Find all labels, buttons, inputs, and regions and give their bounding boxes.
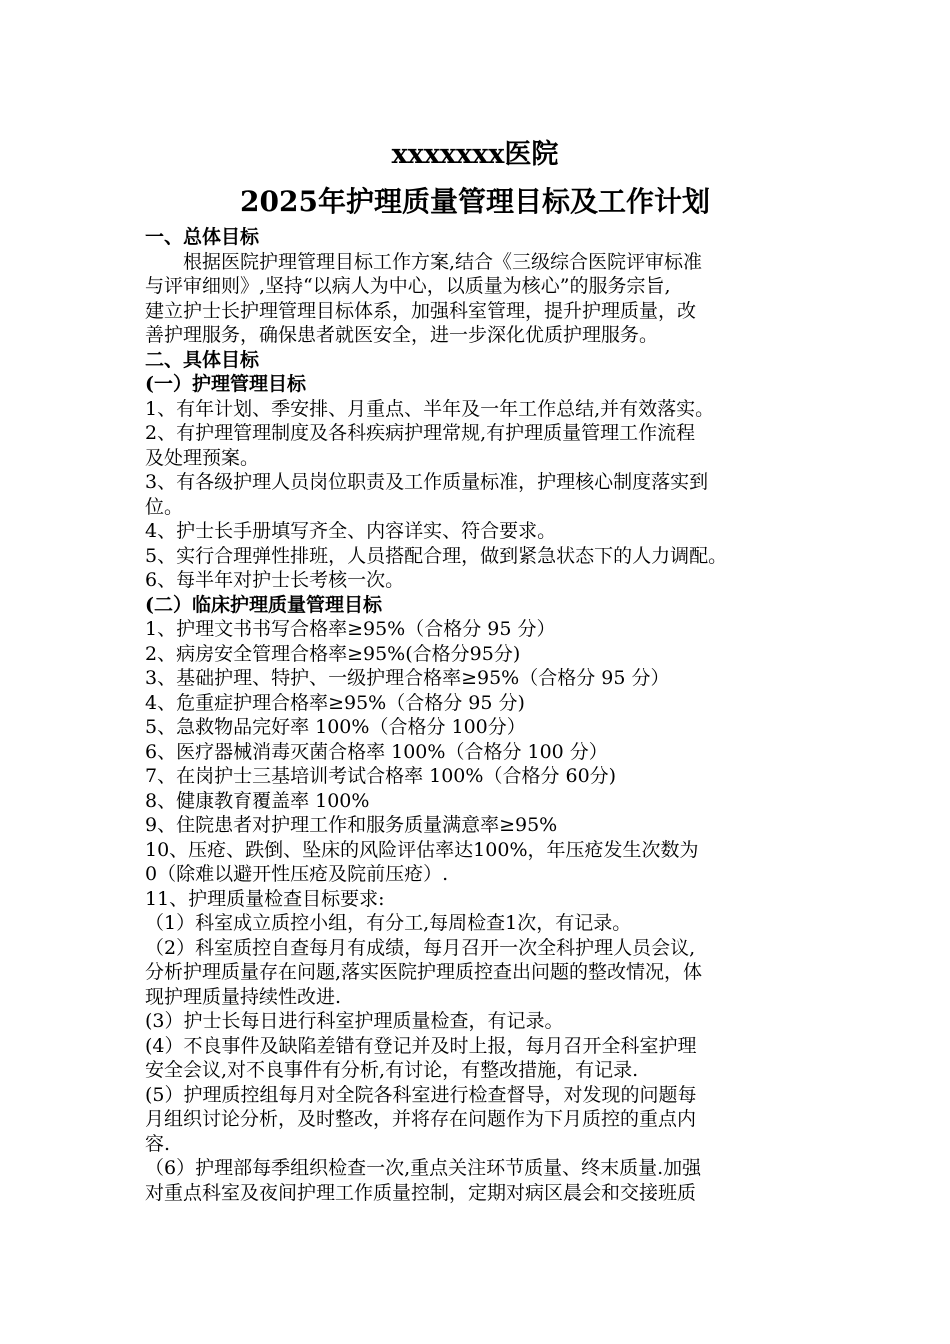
paragraph-line: 位。 <box>145 495 184 518</box>
paragraph-line: 10、压疮、跌倒、坠床的风险评估率达100%，年压疮发生次数为 <box>145 838 699 861</box>
section-heading: 一、总体目标 <box>145 226 260 248</box>
paragraph-line: 5、实行合理弹性排班，人员搭配合理，做到紧急状态下的人力调配。 <box>145 544 728 567</box>
paragraph-line: （6）护理部每季组织检查一次,重点关注环节质量、终末质量.加强 <box>145 1157 702 1179</box>
paragraph-line: (3）护士长每日进行科室护理质量检查，有记录。 <box>145 1010 564 1032</box>
paragraph-line: 4、护士长手册填写齐全、内容详实、符合要求。 <box>145 520 557 542</box>
paragraph-line: 容. <box>145 1132 171 1155</box>
paragraph-line: 0（除难以避开性压疮及院前压疮）. <box>145 863 449 885</box>
paragraph-line: （1）科室成立质控小组，有分工,每周检查1次，有记录。 <box>145 912 632 934</box>
paragraph-line: 对重点科室及夜间护理工作质量控制，定期对病区晨会和交接班质 <box>145 1181 697 1204</box>
paragraph-line: 建立护士长护理管理目标体系，加强科室管理，提升护理质量，改 <box>145 299 697 322</box>
paragraph-line: 月组织讨论分析，及时整改，并将存在问题作为下月质控的重点内 <box>145 1108 697 1130</box>
paragraph-line: 4、危重症护理合格率≥95%（合格分 95 分) <box>145 691 525 714</box>
paragraph-line: 2、病房安全管理合格率≥95%(合格分95分) <box>145 642 521 665</box>
paragraph-line: 分析护理质量存在问题,落实医院护理质控查出问题的整改情况，体 <box>145 961 703 983</box>
paragraph-line: 1、有年计划、季安排、月重点、半年及一年工作总结,并有效落实。 <box>145 397 715 420</box>
paragraph-line: 11、护理质量检查目标要求: <box>145 887 385 910</box>
paragraph-line: 根据医院护理管理目标工作方案,结合《三级综合医院评审标准 <box>183 250 703 273</box>
paragraph-line: 3、基础护理、特护、一级护理合格率≥95%（合格分 95 分） <box>145 667 670 689</box>
document-title: 2025年护理质量管理目标及工作计划 <box>240 185 710 218</box>
paragraph-line: 9、住院患者对护理工作和服务质量满意率≥95% <box>145 814 558 836</box>
hospital-title: xxxxxxx医院 <box>391 139 559 170</box>
paragraph-line: 与评审细则》,坚持“以病人为中心，以质量为核心”的服务宗旨, <box>145 275 671 297</box>
paragraph-line: 7、在岗护士三基培训考试合格率 100%（合格分 60分) <box>145 765 617 787</box>
paragraph-line: 2、有护理管理制度及各科疾病护理常规,有护理质量管理工作流程 <box>145 422 696 444</box>
paragraph-line: 现护理质量持续性改进. <box>145 985 342 1008</box>
paragraph-line: 6、每半年对护士长考核一次。 <box>145 569 405 591</box>
section-heading: 二、具体目标 <box>145 348 260 371</box>
paragraph-line: (4）不良事件及缺陷差错有登记并及时上报，每月召开全科室护理 <box>145 1034 697 1057</box>
paragraph-line: 安全会议,对不良事件有分析,有讨论，有整改措施，有记录. <box>145 1059 639 1081</box>
paragraph-line: 6、医疗器械消毒灭菌合格率 100%（合格分 100 分） <box>145 740 608 763</box>
paragraph-line: 善护理服务，确保患者就医安全，进一步深化优质护理服务。 <box>145 324 659 346</box>
paragraph-line: (5）护理质控组每月对全院各科室进行检查督导，对发现的问题每 <box>145 1083 697 1106</box>
document-body <box>145 225 825 1205</box>
paragraph-line: 8、健康教育覆盖率 100% <box>145 789 370 812</box>
paragraph-line: 5、急救物品完好率 100%（合格分 100分） <box>145 716 526 738</box>
section-heading: (二）临床护理质量管理目标 <box>145 593 382 616</box>
section-heading: (一）护理管理目标 <box>145 373 306 395</box>
paragraph-line: 3、有各级护理人员岗位职责及工作质量标准，护理核心制度落实到 <box>145 471 709 493</box>
paragraph-line: （2）科室质控自查每月有成绩，每月召开一次全科护理人员会议, <box>145 936 696 959</box>
paragraph-line: 1、护理文书书写合格率≥95%（合格分 95 分） <box>145 618 556 640</box>
paragraph-line: 及处理预案。 <box>145 446 260 469</box>
